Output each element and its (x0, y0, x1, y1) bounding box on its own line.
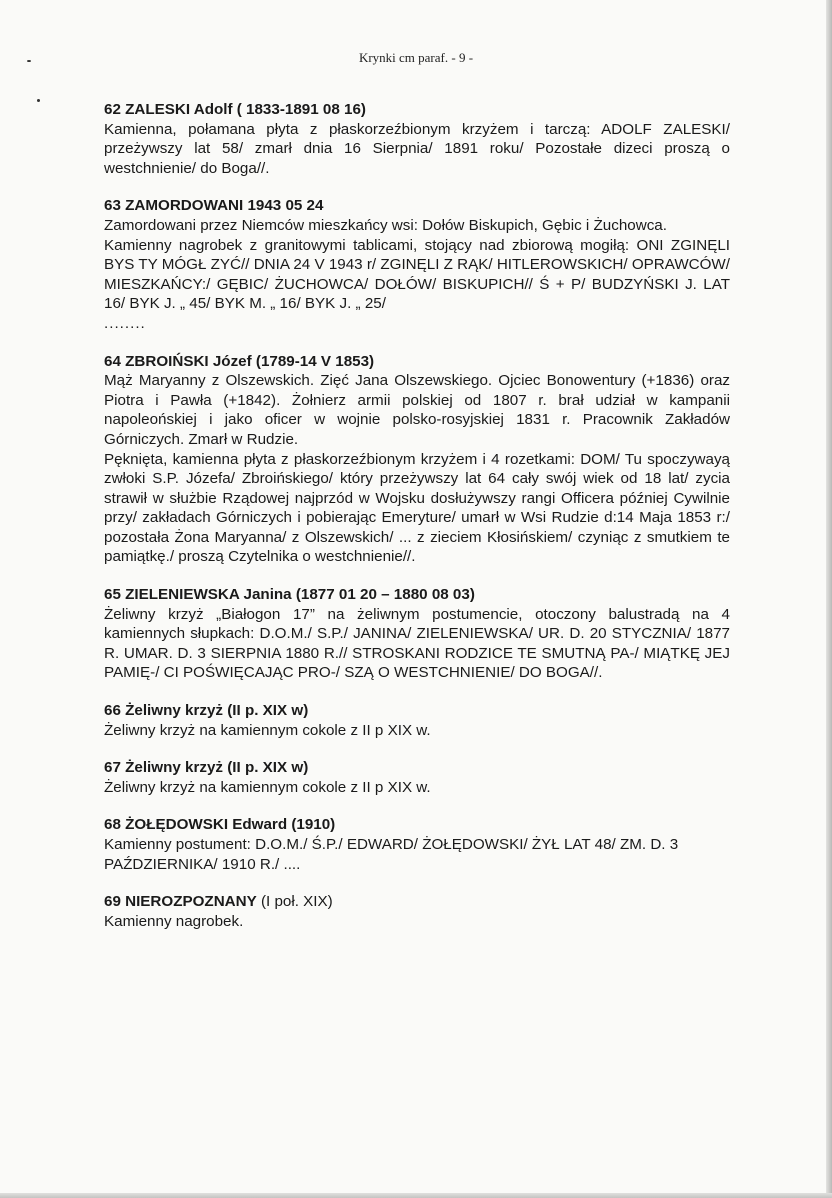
entry-68 (104, 815, 730, 874)
entry-paragraph: Żeliwny krzyż „Białogon 17” na żeliwnym postumencie, otoczony balustradą na 4 kamiennych słupkach: D.O.M./ S.P./ JANINA/ ZIELENIEWSKA/ UR. D. 20 STYCZNIA/ 1877 R. UMAR. D. 3 SIERPNIA 1880 R.// STROSKANI RODZICE TE SMUTNĄ PA-/ MIĄTKĘ JEJ PAMIĘ-/ CI POŚWIĘCAJĄC PRO-/ SZĄ O WESTCHNIENIE/ DO BOGA//. (104, 605, 730, 682)
entry-67 (104, 758, 730, 797)
entry-66 (104, 701, 730, 740)
entry-title: 67 Żeliwny krzyż (II p. XIX w) (104, 759, 309, 777)
entry-paragraph: Żeliwny krzyż na kamiennym cokole z II p XIX w. (104, 721, 431, 739)
entry-title: 64 ZBROIŃSKI Józef (1789-14 V 1853) (104, 352, 375, 370)
entry-paragraph: Kamienny postument: D.O.M./ Ś.P./ EDWARD/ ŻOŁĘDOWSKI/ ŻYŁ LAT 48/ ZM. D. 3 PAŹDZIERNIKA/ 1910 R./ .... (104, 836, 679, 873)
entry-title: 68 ŻOŁĘDOWSKI Edward (1910) (104, 816, 336, 834)
scan-edge-right (826, 0, 832, 1198)
entry-paragraph: Kamienna, połamana płyta z płaskorzeźbionym krzyżem i tarczą: ADOLF ZALESKI/ przeżywszy lat 58/ zmarł dnia 16 Sierpnia/ 1891 roku/ Pozostałe dizeci proszą o westchnienie/ do Boga//. (104, 120, 730, 177)
entry-paragraph: Zamordowani przez Niemców mieszkańcy wsi: Dołów Biskupich, Gębic i Żuchowca. (104, 216, 667, 234)
entry-title: 62 ZALESKI Adolf ( 1833-1891 08 16) (104, 101, 366, 118)
page-header: Krynki cm paraf. - 9 - (358, 50, 474, 65)
entry-title: 65 ZIELENIEWSKA Janina (1877 01 20 – 1880 08 03) (104, 586, 475, 604)
document-body (104, 100, 730, 949)
entry-title-main: 69 NIEROZPOZNANY (104, 893, 257, 911)
entry-title: 66 Żeliwny krzyż (II p. XIX w) (104, 702, 309, 720)
entry-69 (104, 892, 730, 931)
entry-paragraph: Pęknięta, kamienna płyta z płaskorzeźbionym krzyżem i 4 rozetkami: DOM/ Tu spoczywayą zwłoki S.P. Józefa/ Zbroińskiego/ który przeżywszy lat 64 cały swój wiek od 18 lat/ zycia strawił w służbie Rządowej najprzód w Wojsku dosłużywszy rangi Officera później Cywilnie przy/ zakładach Górniczych i pobierając Emeryture/ umarł w Wsi Rudzie d:14 Maja 1853 r:/ pozostała Żona Maryanna/ z Olszewskich/ ... z zieciem Kłosińskiem/ czyniąc z smutkiem te pamiątkę./ proszą Czytelnika o westchnienie//. (104, 450, 730, 566)
scan-speck (37, 99, 40, 102)
entry-paragraph: Kamienny nagrobek. (104, 912, 244, 930)
entry-ellipsis: ........ (104, 314, 146, 332)
entry-paragraph: Mąż Maryanny z Olszewskich. Zięć Jana Olszewskiego. Ojciec Bonowentury (+1836) oraz Piotra i Pawła (+1842). Żołnierz armii polskiej od 1807 r. brał udział w kampanii napoleońskiej i jako oficer w wojnie polsko-rosyjskiej 1831 r. Pracownik Zakładów Górniczych. Zmarł w Rudzie. (104, 372, 730, 448)
entry-title (104, 892, 730, 912)
entry-paragraph: Kamienny nagrobek z granitowymi tablicami, stojący nad zbiorową mogiłą: ONI ZGINĘLI BYS TY MÓGŁ ZYĆ// DNIA 24 V 1943 r/ ZGINĘLI Z RĄK/ HITLEROWSKICH/ OPRAWCÓW/ MIESZKAŃCY:/ GĘBIC/ ŻUCHOWCA/ DOŁÓW/ BISKUPICH// Ś + P/ BUDZYŃSKI J. LAT 16/ BYK J. „ 45/ BYK M. „ 16/ BYK J. „ 25/ (104, 236, 730, 313)
entry-63 (104, 196, 730, 333)
scan-edge-bottom (0, 1193, 832, 1198)
entry-62 (104, 100, 730, 178)
entry-65 (104, 585, 730, 683)
entry-64 (104, 352, 730, 568)
entry-paragraph: Żeliwny krzyż na kamiennym cokole z II p XIX w. (104, 778, 431, 796)
entry-title-suffix: (I poł. XIX) (256, 893, 333, 911)
entry-title: 63 ZAMORDOWANI 1943 05 24 (104, 197, 324, 215)
